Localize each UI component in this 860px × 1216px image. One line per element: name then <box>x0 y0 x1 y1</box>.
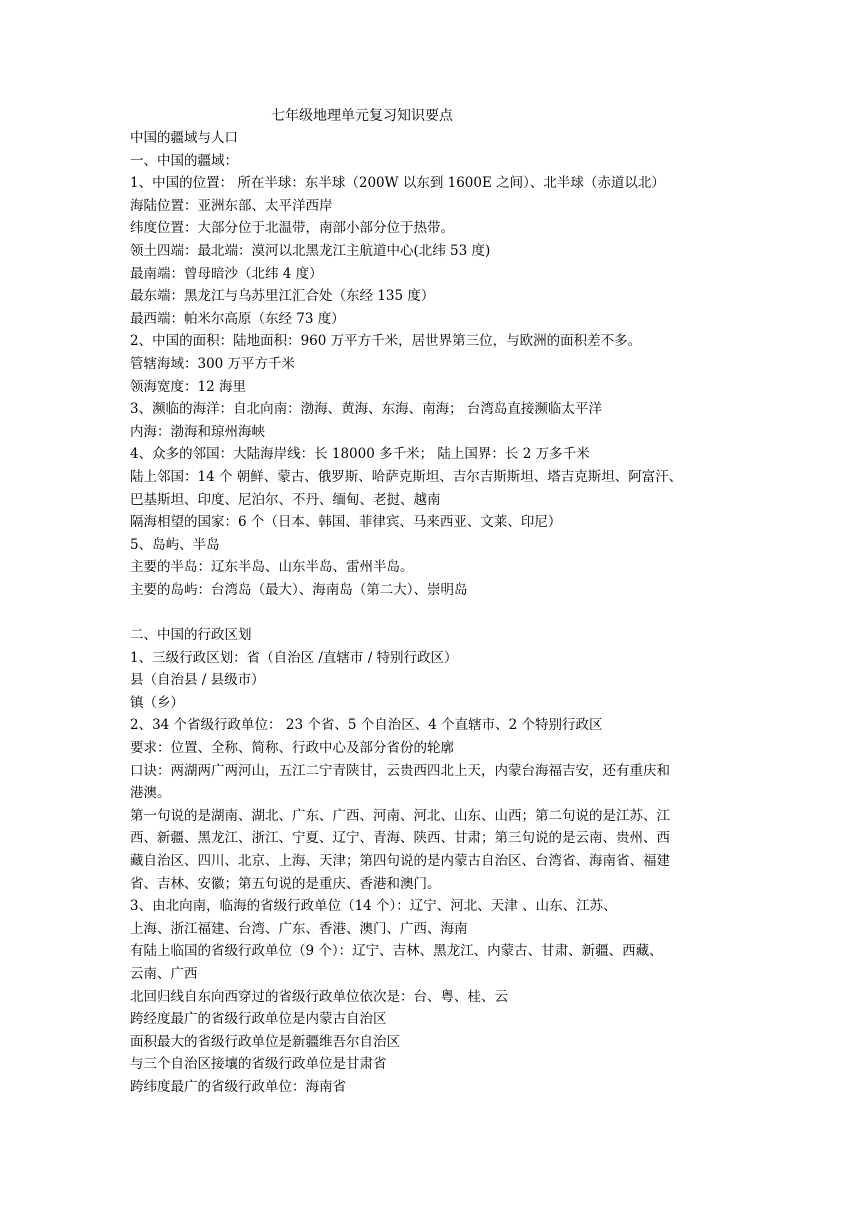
text-line: 中国的疆域与人口 <box>130 130 238 146</box>
text-line: 纬度位置：大部分位于北温带，南部小部分位于热带。 <box>130 220 454 237</box>
text-line: 3、由北向南，临海的省级行政单位（14 个）：辽宁、河北、天津 、山东、江苏、 <box>130 898 617 915</box>
text-line: 省、吉林、安徽；第五句说的是重庆、香港和澳门。 <box>130 875 441 892</box>
text-line: 最西端：帕米尔高原（东经 73 度） <box>130 310 345 327</box>
text-line: 二、中国的行政区划 <box>130 627 252 644</box>
text-line: 主要的半岛：辽东半岛、山东半岛、雷州半岛。 <box>130 559 414 576</box>
text-line: 领海宽度：12 海里 <box>130 378 246 395</box>
text-line: 主要的岛屿：台湾岛（最大）、海南岛（第二大）、崇明岛 <box>130 581 468 598</box>
text-line: 面积最大的省级行政单位是新疆维吾尔自治区 <box>130 1033 400 1050</box>
text-line: 上海、浙江福建、台湾、广东、香港、澳门、广西、海南 <box>130 920 468 937</box>
text-line: 县（自治县 / 县级市） <box>130 672 265 689</box>
text-line: 跨纬度最广的省级行政单位：海南省 <box>130 1078 346 1095</box>
text-line: 管辖海域：300 万平方千米 <box>130 355 296 372</box>
text-line: 港澳。 <box>130 785 171 802</box>
document-title: 七年级地理单元复习知识要点 <box>271 108 453 124</box>
text-line: 3、濒临的海洋：自北向南：渤海、黄海、东海、南海； 台湾岛直接濒临太平洋 <box>130 401 602 418</box>
text-line: 领土四端：最北端：漠河以北黑龙江主航道中心(北纬 53 度) <box>130 242 491 259</box>
blank-line <box>130 601 742 624</box>
text-line: 隔海相望的国家：6 个（日本、韩国、菲律宾、马来西亚、文莱、印尼） <box>130 514 562 531</box>
text-line: 陆上邻国：14 个 朝鲜、蒙古、俄罗斯、哈萨克斯坦、吉尔吉斯斯坦、塔吉克斯坦、阿富汗、 <box>130 468 683 485</box>
text-line: 5、岛屿、半岛 <box>130 536 220 553</box>
text-line: 跨经度最广的省级行政单位是内蒙古自治区 <box>130 1011 387 1028</box>
text-line: 要求：位置、全称、简称、行政中心及部分省份的轮廓 <box>130 740 454 757</box>
text-line: 云南、广西 <box>130 965 198 982</box>
text-line: 一、中国的疆域： <box>130 152 238 169</box>
text-line: 第一句说的是湖南、湖北、广东、广西、河南、河北、山东、山西；第二句说的是江苏、江 <box>130 807 670 824</box>
text-line: 2、34 个省级行政单位： 23 个省、5 个自治区、4 个直辖市、2 个特别行政区 <box>130 717 603 734</box>
text-line: 西、新疆、黑龙江、浙江、宁夏、辽宁、青海、陕西、甘肃；第三句说的是云南、贵州、西 <box>130 830 670 847</box>
text-line: 4、众多的邻国：大陆海岸线：长 18000 多千米； 陆上国界：长 2 万多千米 <box>130 446 590 463</box>
text-line: 海陆位置：亚洲东部、太平洋西岸 <box>130 197 333 214</box>
text-line: 巴基斯坦、印度、尼泊尔、不丹、缅甸、老挝、越南 <box>130 491 441 508</box>
text-line: 藏自治区、四川、北京、上海、天津；第四句说的是内蒙古自治区、台湾省、海南省、福建 <box>130 853 670 869</box>
text-line: 镇（乡） <box>130 694 184 711</box>
text-line: 1、中国的位置： 所在半球：东半球（200W 以东到 1600E 之间）、北半球（赤道以北） <box>130 175 665 192</box>
text-line: 1、三级行政区划：省（自治区 /直辖市 / 特别行政区） <box>130 649 458 666</box>
text-line: 最南端：曾母暗沙（北纬 4 度） <box>130 265 323 282</box>
text-line: 内海：渤海和琼州海峡 <box>130 423 265 440</box>
text-line: 口诀：两湖两广两河山，五江二宁青陕甘，云贵西四北上天，内蒙台海福吉安，还有重庆和 <box>130 762 670 779</box>
text-line: 有陆上临国的省级行政单位（9 个）：辽宁、吉林、黑龙江、内蒙古、甘肃、新疆、西藏、 <box>130 943 663 960</box>
text-line: 最东端：黑龙江与乌苏里江汇合处（东经 135 度） <box>130 288 435 305</box>
document-body <box>130 127 742 1099</box>
text-line: 与三个自治区接壤的省级行政单位是甘肃省 <box>130 1056 387 1073</box>
text-line: 2、中国的面积：陆地面积：960 万平方千米，居世界第三位，与欧洲的面积差不多。 <box>130 333 642 350</box>
text-line: 北回归线自东向西穿过的省级行政单位依次是：台、粤、桂、云 <box>130 988 508 1005</box>
